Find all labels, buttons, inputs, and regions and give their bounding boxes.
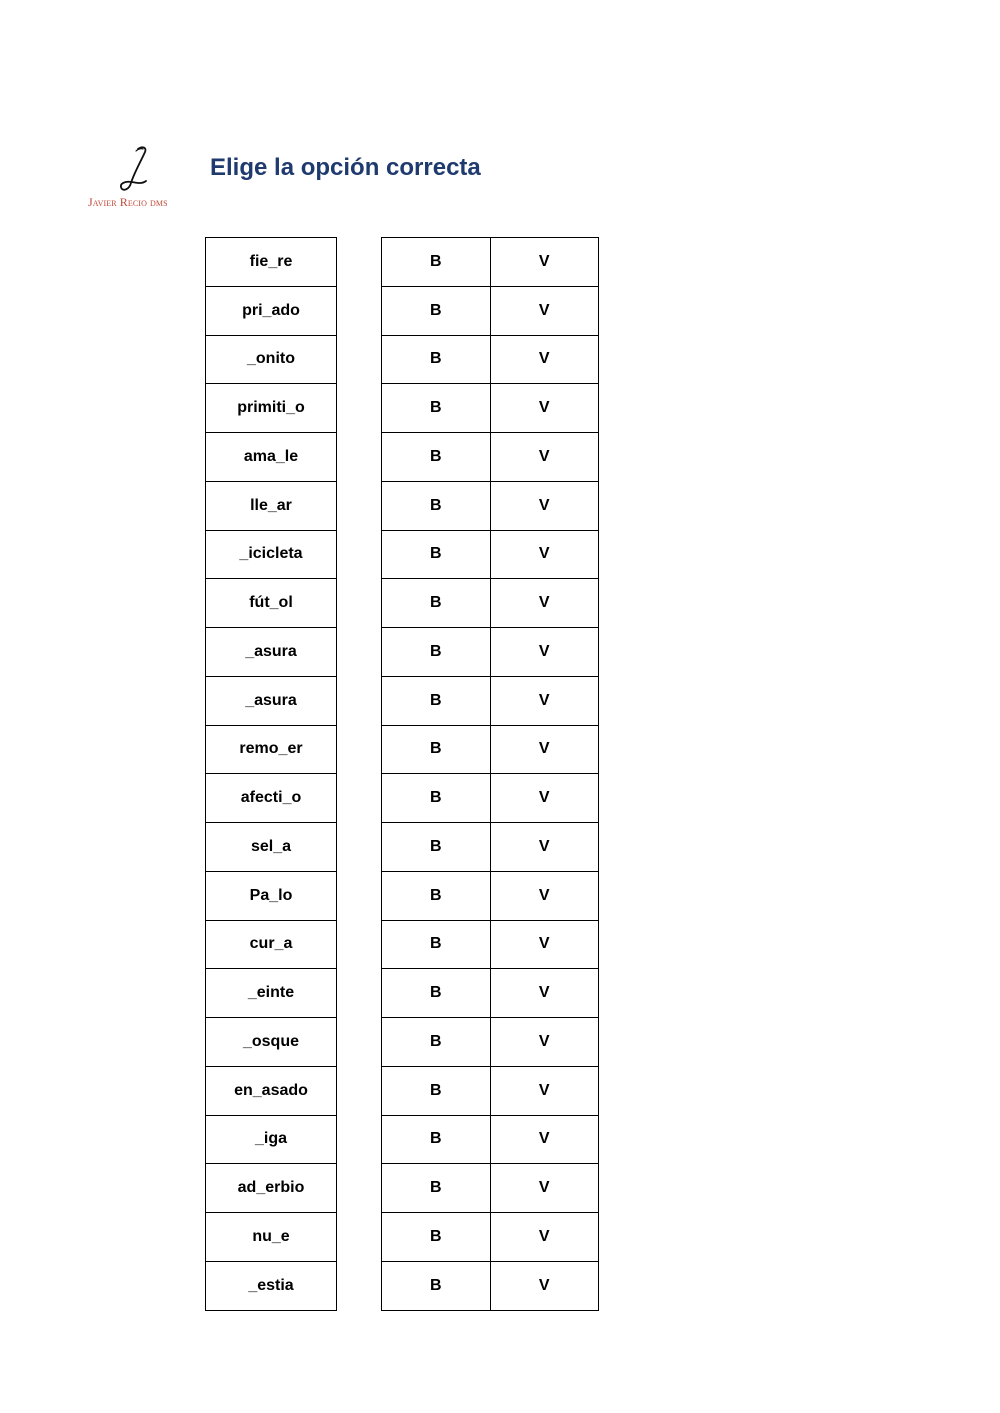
option-v-cell[interactable]: V bbox=[490, 579, 599, 628]
word-cell: _osque bbox=[206, 1018, 337, 1067]
word-cell: fie_re bbox=[206, 238, 337, 287]
logo-text: Javier Recio dms bbox=[88, 195, 168, 209]
option-b-cell[interactable]: B bbox=[382, 676, 491, 725]
option-row bbox=[382, 579, 599, 628]
word-cell: _einte bbox=[206, 969, 337, 1018]
word-row bbox=[206, 1115, 337, 1164]
option-b-cell[interactable]: B bbox=[382, 1213, 491, 1262]
option-v-cell[interactable]: V bbox=[490, 871, 599, 920]
option-row bbox=[382, 774, 599, 823]
word-cell: sel_a bbox=[206, 823, 337, 872]
option-row bbox=[382, 1213, 599, 1262]
option-v-cell[interactable]: V bbox=[490, 920, 599, 969]
options-table bbox=[381, 237, 599, 1311]
option-row bbox=[382, 1018, 599, 1067]
option-v-cell[interactable]: V bbox=[490, 676, 599, 725]
option-b-cell[interactable]: B bbox=[382, 823, 491, 872]
option-b-cell[interactable]: B bbox=[382, 1066, 491, 1115]
option-v-cell[interactable]: V bbox=[490, 823, 599, 872]
option-b-cell[interactable]: B bbox=[382, 774, 491, 823]
word-row bbox=[206, 969, 337, 1018]
option-b-cell[interactable]: B bbox=[382, 1115, 491, 1164]
option-b-cell[interactable]: B bbox=[382, 384, 491, 433]
word-row bbox=[206, 823, 337, 872]
option-row bbox=[382, 823, 599, 872]
word-cell: en_asado bbox=[206, 1066, 337, 1115]
option-v-cell[interactable]: V bbox=[490, 384, 599, 433]
option-b-cell[interactable]: B bbox=[382, 628, 491, 677]
option-v-cell[interactable]: V bbox=[490, 433, 599, 482]
word-row bbox=[206, 286, 337, 335]
word-row bbox=[206, 871, 337, 920]
option-v-cell[interactable]: V bbox=[490, 530, 599, 579]
word-row bbox=[206, 238, 337, 287]
option-row bbox=[382, 433, 599, 482]
option-row bbox=[382, 238, 599, 287]
option-v-cell[interactable]: V bbox=[490, 1018, 599, 1067]
option-row bbox=[382, 335, 599, 384]
option-row bbox=[382, 481, 599, 530]
option-v-cell[interactable]: V bbox=[490, 969, 599, 1018]
word-cell: ad_erbio bbox=[206, 1164, 337, 1213]
option-v-cell[interactable]: V bbox=[490, 1066, 599, 1115]
option-v-cell[interactable]: V bbox=[490, 1164, 599, 1213]
option-v-cell[interactable]: V bbox=[490, 1115, 599, 1164]
option-b-cell[interactable]: B bbox=[382, 871, 491, 920]
word-row bbox=[206, 628, 337, 677]
option-row bbox=[382, 1115, 599, 1164]
word-cell: cur_a bbox=[206, 920, 337, 969]
option-b-cell[interactable]: B bbox=[382, 433, 491, 482]
word-cell: pri_ado bbox=[206, 286, 337, 335]
option-b-cell[interactable]: B bbox=[382, 481, 491, 530]
logo bbox=[88, 145, 192, 213]
option-row bbox=[382, 1164, 599, 1213]
option-row bbox=[382, 969, 599, 1018]
option-v-cell[interactable]: V bbox=[490, 1213, 599, 1262]
option-row bbox=[382, 871, 599, 920]
word-cell: _icicleta bbox=[206, 530, 337, 579]
option-b-cell[interactable]: B bbox=[382, 286, 491, 335]
word-row bbox=[206, 481, 337, 530]
word-row bbox=[206, 384, 337, 433]
option-v-cell[interactable]: V bbox=[490, 1261, 599, 1310]
word-cell: ama_le bbox=[206, 433, 337, 482]
word-row bbox=[206, 725, 337, 774]
option-b-cell[interactable]: B bbox=[382, 920, 491, 969]
word-row bbox=[206, 1018, 337, 1067]
option-b-cell[interactable]: B bbox=[382, 969, 491, 1018]
option-v-cell[interactable]: V bbox=[490, 238, 599, 287]
option-v-cell[interactable]: V bbox=[490, 335, 599, 384]
option-b-cell[interactable]: B bbox=[382, 530, 491, 579]
word-row bbox=[206, 676, 337, 725]
option-b-cell[interactable]: B bbox=[382, 1164, 491, 1213]
word-row bbox=[206, 1164, 337, 1213]
option-v-cell[interactable]: V bbox=[490, 481, 599, 530]
word-cell: remo_er bbox=[206, 725, 337, 774]
word-row bbox=[206, 433, 337, 482]
word-cell: afecti_o bbox=[206, 774, 337, 823]
option-row bbox=[382, 384, 599, 433]
option-row bbox=[382, 286, 599, 335]
word-cell: _asura bbox=[206, 676, 337, 725]
word-cell: nu_e bbox=[206, 1213, 337, 1262]
option-row bbox=[382, 530, 599, 579]
option-row bbox=[382, 725, 599, 774]
option-b-cell[interactable]: B bbox=[382, 335, 491, 384]
words-table bbox=[205, 237, 337, 1311]
word-row bbox=[206, 579, 337, 628]
word-cell: lle_ar bbox=[206, 481, 337, 530]
option-row bbox=[382, 920, 599, 969]
word-cell: _asura bbox=[206, 628, 337, 677]
word-cell: fút_ol bbox=[206, 579, 337, 628]
option-row bbox=[382, 676, 599, 725]
option-b-cell[interactable]: B bbox=[382, 579, 491, 628]
option-v-cell[interactable]: V bbox=[490, 628, 599, 677]
word-row bbox=[206, 774, 337, 823]
word-row bbox=[206, 1261, 337, 1310]
word-row bbox=[206, 530, 337, 579]
word-cell: _onito bbox=[206, 335, 337, 384]
page-title: Elige la opción correcta bbox=[210, 154, 481, 181]
option-b-cell[interactable]: B bbox=[382, 1261, 491, 1310]
word-cell: primiti_o bbox=[206, 384, 337, 433]
script-j-monogram-icon bbox=[116, 145, 152, 195]
option-v-cell[interactable]: V bbox=[490, 725, 599, 774]
option-row bbox=[382, 628, 599, 677]
word-cell: _iga bbox=[206, 1115, 337, 1164]
word-row bbox=[206, 920, 337, 969]
word-row bbox=[206, 1213, 337, 1262]
option-v-cell[interactable]: V bbox=[490, 286, 599, 335]
option-row bbox=[382, 1261, 599, 1310]
option-b-cell[interactable]: B bbox=[382, 725, 491, 774]
option-v-cell[interactable]: V bbox=[490, 774, 599, 823]
word-row bbox=[206, 1066, 337, 1115]
word-cell: _estia bbox=[206, 1261, 337, 1310]
option-b-cell[interactable]: B bbox=[382, 1018, 491, 1067]
option-row bbox=[382, 1066, 599, 1115]
word-row bbox=[206, 335, 337, 384]
option-b-cell[interactable]: B bbox=[382, 238, 491, 287]
word-cell: Pa_lo bbox=[206, 871, 337, 920]
